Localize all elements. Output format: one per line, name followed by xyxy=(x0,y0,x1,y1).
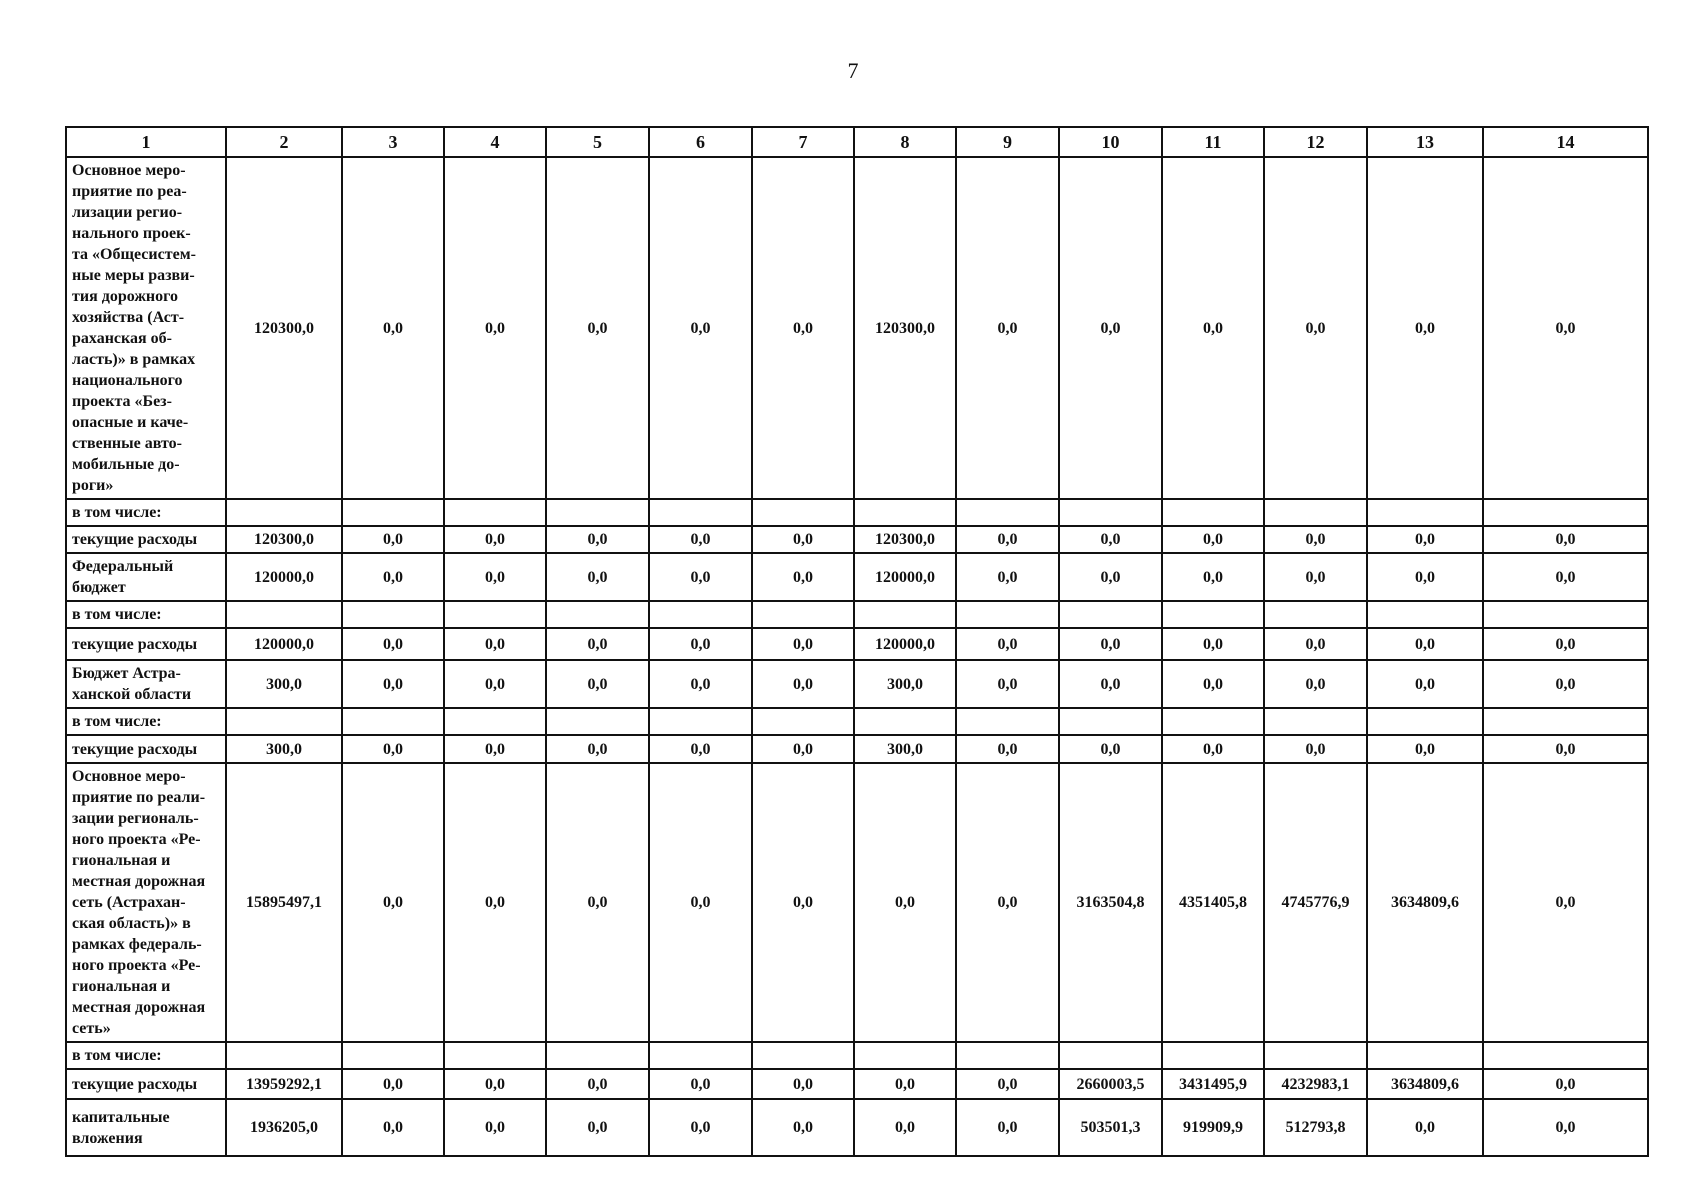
value-cell xyxy=(1162,601,1264,628)
value-cell: 0,0 xyxy=(649,628,752,660)
value-cell: 1936205,0 xyxy=(226,1099,342,1156)
value-cell: 3163504,8 xyxy=(1059,763,1162,1042)
value-cell: 0,0 xyxy=(956,553,1059,601)
value-cell xyxy=(1264,499,1367,526)
value-cell: 0,0 xyxy=(1059,526,1162,553)
value-cell xyxy=(342,601,444,628)
value-cell: 0,0 xyxy=(752,763,854,1042)
value-cell xyxy=(226,1042,342,1069)
value-cell: 0,0 xyxy=(1264,628,1367,660)
value-cell xyxy=(649,499,752,526)
value-cell xyxy=(546,499,649,526)
column-header: 10 xyxy=(1059,127,1162,157)
value-cell: 0,0 xyxy=(1264,660,1367,708)
value-cell xyxy=(546,708,649,735)
table-row xyxy=(66,1099,1648,1156)
value-cell: 0,0 xyxy=(1162,526,1264,553)
table-row xyxy=(66,601,1648,628)
value-cell: 0,0 xyxy=(1059,735,1162,763)
value-cell: 919909,9 xyxy=(1162,1099,1264,1156)
value-cell: 0,0 xyxy=(1367,157,1483,499)
value-cell: 0,0 xyxy=(342,660,444,708)
value-cell xyxy=(752,601,854,628)
row-label: в том числе: xyxy=(66,499,226,526)
value-cell: 512793,8 xyxy=(1264,1099,1367,1156)
value-cell: 0,0 xyxy=(546,1069,649,1099)
table-row xyxy=(66,157,1648,499)
value-cell: 0,0 xyxy=(1059,553,1162,601)
value-cell xyxy=(956,708,1059,735)
table-row xyxy=(66,763,1648,1042)
value-cell xyxy=(854,601,956,628)
value-cell xyxy=(1264,1042,1367,1069)
row-label: Основное меро- приятие по реали- зации региональ- ного проекта «Ре- гиональная и местная дорожная сеть (Астрахан- ская область)» в рамках федераль- ного проекта «Ре- гиональная и местная дорожная сеть» xyxy=(66,763,226,1042)
value-cell: 0,0 xyxy=(1483,157,1648,499)
table-row xyxy=(66,1069,1648,1099)
value-cell: 0,0 xyxy=(444,1099,546,1156)
value-cell xyxy=(342,708,444,735)
value-cell: 0,0 xyxy=(752,157,854,499)
value-cell xyxy=(226,499,342,526)
value-cell: 300,0 xyxy=(854,735,956,763)
value-cell: 300,0 xyxy=(226,660,342,708)
column-header: 14 xyxy=(1483,127,1648,157)
table-body xyxy=(66,127,1648,1156)
value-cell xyxy=(956,499,1059,526)
value-cell: 0,0 xyxy=(1483,526,1648,553)
value-cell: 0,0 xyxy=(342,1069,444,1099)
value-cell: 0,0 xyxy=(342,1099,444,1156)
value-cell: 0,0 xyxy=(1367,735,1483,763)
value-cell: 300,0 xyxy=(226,735,342,763)
value-cell: 0,0 xyxy=(444,1069,546,1099)
table-row xyxy=(66,660,1648,708)
value-cell: 0,0 xyxy=(444,735,546,763)
value-cell: 0,0 xyxy=(752,526,854,553)
column-header: 6 xyxy=(649,127,752,157)
value-cell: 0,0 xyxy=(1162,735,1264,763)
value-cell: 0,0 xyxy=(956,1099,1059,1156)
value-cell xyxy=(444,499,546,526)
column-header: 1 xyxy=(66,127,226,157)
value-cell: 0,0 xyxy=(546,526,649,553)
value-cell xyxy=(752,499,854,526)
value-cell xyxy=(1162,708,1264,735)
value-cell: 0,0 xyxy=(956,1069,1059,1099)
row-label: текущие расходы xyxy=(66,1069,226,1099)
value-cell: 120000,0 xyxy=(854,553,956,601)
value-cell xyxy=(1162,1042,1264,1069)
value-cell: 0,0 xyxy=(1059,157,1162,499)
value-cell: 0,0 xyxy=(444,553,546,601)
value-cell: 3634809,6 xyxy=(1367,763,1483,1042)
value-cell: 0,0 xyxy=(1059,660,1162,708)
value-cell: 0,0 xyxy=(342,526,444,553)
column-header: 4 xyxy=(444,127,546,157)
value-cell: 0,0 xyxy=(1367,1099,1483,1156)
value-cell xyxy=(1367,499,1483,526)
value-cell: 0,0 xyxy=(1367,628,1483,660)
value-cell xyxy=(1059,708,1162,735)
value-cell: 0,0 xyxy=(342,157,444,499)
value-cell xyxy=(1367,1042,1483,1069)
value-cell: 13959292,1 xyxy=(226,1069,342,1099)
row-label: в том числе: xyxy=(66,1042,226,1069)
value-cell: 0,0 xyxy=(444,628,546,660)
value-cell: 0,0 xyxy=(1483,553,1648,601)
value-cell xyxy=(649,708,752,735)
value-cell xyxy=(1264,708,1367,735)
value-cell: 0,0 xyxy=(342,628,444,660)
value-cell xyxy=(1059,1042,1162,1069)
value-cell xyxy=(1483,708,1648,735)
value-cell: 0,0 xyxy=(1367,526,1483,553)
value-cell: 0,0 xyxy=(444,526,546,553)
value-cell: 0,0 xyxy=(342,763,444,1042)
value-cell: 300,0 xyxy=(854,660,956,708)
value-cell: 0,0 xyxy=(956,526,1059,553)
value-cell xyxy=(226,601,342,628)
table-row xyxy=(66,735,1648,763)
value-cell: 0,0 xyxy=(854,1069,956,1099)
value-cell xyxy=(752,708,854,735)
value-cell: 0,0 xyxy=(649,553,752,601)
value-cell xyxy=(649,1042,752,1069)
value-cell: 0,0 xyxy=(854,763,956,1042)
value-cell xyxy=(956,1042,1059,1069)
value-cell xyxy=(854,1042,956,1069)
budget-table xyxy=(65,126,1649,1157)
value-cell: 0,0 xyxy=(342,735,444,763)
value-cell xyxy=(1264,601,1367,628)
column-header: 5 xyxy=(546,127,649,157)
value-cell: 0,0 xyxy=(1483,763,1648,1042)
value-cell: 0,0 xyxy=(854,1099,956,1156)
row-label: текущие расходы xyxy=(66,526,226,553)
value-cell: 0,0 xyxy=(1059,628,1162,660)
page-number: 7 xyxy=(847,58,859,83)
value-cell: 0,0 xyxy=(546,553,649,601)
row-label: в том числе: xyxy=(66,601,226,628)
value-cell: 120000,0 xyxy=(226,553,342,601)
value-cell: 4351405,8 xyxy=(1162,763,1264,1042)
value-cell: 120300,0 xyxy=(226,157,342,499)
value-cell xyxy=(1367,708,1483,735)
column-header: 13 xyxy=(1367,127,1483,157)
value-cell: 0,0 xyxy=(752,553,854,601)
value-cell: 120000,0 xyxy=(854,628,956,660)
value-cell xyxy=(546,601,649,628)
value-cell: 0,0 xyxy=(1264,157,1367,499)
value-cell xyxy=(444,708,546,735)
row-label: Федеральный бюджет xyxy=(66,553,226,601)
value-cell xyxy=(1367,601,1483,628)
row-label: текущие расходы xyxy=(66,628,226,660)
row-label: Основное меро- приятие по реа- лизации регио- нального проек- та «Общесистем- ные меры разви- тия дорожного хозяйства (Аст- раханская об- ласть)» в рамках национального проекта «Без- опасные и каче- ственные авто- мобильные до- роги» xyxy=(66,157,226,499)
row-label: Бюджет Астра- ханской области xyxy=(66,660,226,708)
value-cell xyxy=(1483,601,1648,628)
value-cell: 0,0 xyxy=(1367,553,1483,601)
value-cell: 0,0 xyxy=(649,735,752,763)
value-cell xyxy=(342,1042,444,1069)
value-cell: 120300,0 xyxy=(226,526,342,553)
value-cell: 0,0 xyxy=(1264,553,1367,601)
table-row xyxy=(66,499,1648,526)
table-row xyxy=(66,708,1648,735)
value-cell: 0,0 xyxy=(1483,1099,1648,1156)
value-cell xyxy=(649,601,752,628)
value-cell: 0,0 xyxy=(546,660,649,708)
value-cell: 0,0 xyxy=(956,628,1059,660)
value-cell xyxy=(956,601,1059,628)
table-row xyxy=(66,526,1648,553)
value-cell: 4232983,1 xyxy=(1264,1069,1367,1099)
column-header: 11 xyxy=(1162,127,1264,157)
table-row xyxy=(66,1042,1648,1069)
value-cell: 0,0 xyxy=(752,1069,854,1099)
value-cell xyxy=(1059,499,1162,526)
value-cell: 0,0 xyxy=(1483,660,1648,708)
value-cell: 0,0 xyxy=(1483,1069,1648,1099)
row-label: капитальные вложения xyxy=(66,1099,226,1156)
column-header: 8 xyxy=(854,127,956,157)
value-cell xyxy=(1483,499,1648,526)
value-cell: 0,0 xyxy=(1162,157,1264,499)
value-cell: 0,0 xyxy=(956,157,1059,499)
value-cell: 0,0 xyxy=(1264,526,1367,553)
value-cell: 0,0 xyxy=(956,660,1059,708)
value-cell: 0,0 xyxy=(342,553,444,601)
value-cell: 120000,0 xyxy=(226,628,342,660)
value-cell: 0,0 xyxy=(752,628,854,660)
value-cell: 0,0 xyxy=(1162,660,1264,708)
value-cell: 0,0 xyxy=(444,157,546,499)
value-cell: 0,0 xyxy=(649,660,752,708)
value-cell xyxy=(444,1042,546,1069)
table-row xyxy=(66,628,1648,660)
row-label: текущие расходы xyxy=(66,735,226,763)
column-header: 7 xyxy=(752,127,854,157)
value-cell xyxy=(854,708,956,735)
value-cell: 0,0 xyxy=(1367,660,1483,708)
value-cell xyxy=(1059,601,1162,628)
value-cell: 120300,0 xyxy=(854,157,956,499)
column-header: 2 xyxy=(226,127,342,157)
value-cell: 4745776,9 xyxy=(1264,763,1367,1042)
value-cell: 2660003,5 xyxy=(1059,1069,1162,1099)
header-row xyxy=(66,127,1648,157)
value-cell: 0,0 xyxy=(1483,735,1648,763)
value-cell xyxy=(444,601,546,628)
value-cell xyxy=(854,499,956,526)
value-cell: 0,0 xyxy=(956,763,1059,1042)
value-cell: 15895497,1 xyxy=(226,763,342,1042)
value-cell: 0,0 xyxy=(649,763,752,1042)
value-cell: 3634809,6 xyxy=(1367,1069,1483,1099)
value-cell xyxy=(1483,1042,1648,1069)
value-cell: 0,0 xyxy=(752,735,854,763)
value-cell: 3431495,9 xyxy=(1162,1069,1264,1099)
value-cell: 503501,3 xyxy=(1059,1099,1162,1156)
row-label: в том числе: xyxy=(66,708,226,735)
value-cell: 0,0 xyxy=(649,157,752,499)
value-cell: 0,0 xyxy=(444,660,546,708)
value-cell: 0,0 xyxy=(546,763,649,1042)
value-cell: 0,0 xyxy=(649,1099,752,1156)
column-header: 12 xyxy=(1264,127,1367,157)
value-cell: 0,0 xyxy=(1162,553,1264,601)
value-cell: 120300,0 xyxy=(854,526,956,553)
value-cell: 0,0 xyxy=(444,763,546,1042)
value-cell: 0,0 xyxy=(1162,628,1264,660)
value-cell: 0,0 xyxy=(752,660,854,708)
column-header: 9 xyxy=(956,127,1059,157)
value-cell: 0,0 xyxy=(546,1099,649,1156)
value-cell xyxy=(226,708,342,735)
value-cell: 0,0 xyxy=(546,628,649,660)
table-row xyxy=(66,553,1648,601)
value-cell: 0,0 xyxy=(649,526,752,553)
value-cell: 0,0 xyxy=(752,1099,854,1156)
value-cell xyxy=(342,499,444,526)
value-cell: 0,0 xyxy=(546,735,649,763)
value-cell: 0,0 xyxy=(956,735,1059,763)
value-cell xyxy=(752,1042,854,1069)
column-header: 3 xyxy=(342,127,444,157)
value-cell xyxy=(546,1042,649,1069)
value-cell: 0,0 xyxy=(546,157,649,499)
value-cell xyxy=(1162,499,1264,526)
value-cell: 0,0 xyxy=(1264,735,1367,763)
value-cell: 0,0 xyxy=(1483,628,1648,660)
value-cell: 0,0 xyxy=(649,1069,752,1099)
